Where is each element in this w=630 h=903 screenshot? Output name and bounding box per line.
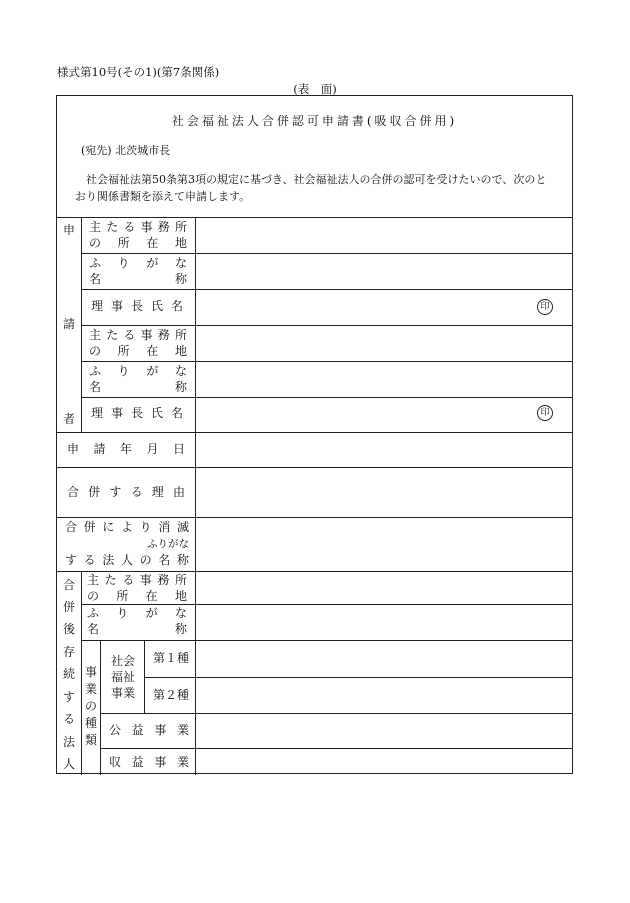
business-type-label-1: 事 [84, 665, 97, 679]
applicant-label-2: 請 [62, 317, 75, 331]
applicant-label-1: 申 [62, 223, 75, 237]
side-label: (表 面) [293, 82, 337, 96]
type1-label: 第１種 [152, 651, 189, 665]
social-welfare-label-3: 事業 [110, 686, 135, 700]
business-type-label-3: の [84, 699, 97, 713]
applicant2-chairman-label: 理事長氏名 [91, 406, 183, 420]
surviving-label-6: す [62, 690, 75, 704]
profit-business-label: 収益事業 [109, 755, 189, 769]
dissolved-furigana-label: ふりがな [147, 538, 189, 550]
surviving-name-label: 名称 [87, 622, 187, 636]
applicant1-chairman-label: 理事長氏名 [91, 299, 183, 313]
surviving-label-7: る [62, 712, 75, 726]
application-date-label: 申請年月日 [67, 442, 185, 456]
merger-reason-label: 合併する理由 [67, 485, 185, 499]
social-welfare-label-2: 福祉 [110, 670, 135, 684]
dissolved-corp-label-2: する法人の名称 [65, 553, 189, 567]
surviving-office-label-1: 主たる事務所 [87, 573, 187, 587]
surviving-label-1: 合 [62, 578, 75, 592]
surviving-label-3: 後 [62, 622, 75, 636]
applicant2-office-label-1: 主たる事務所 [89, 328, 187, 342]
applicant1-furigana-label: ふりがな [89, 256, 187, 270]
form-number: 様式第10号(その1)(第7条関係) [57, 65, 220, 79]
form-title: 社会福祉法人合併認可申請書(吸収合併用) [171, 114, 458, 128]
public-interest-label: 公益事業 [109, 723, 189, 737]
applicant-label-3: 者 [62, 412, 75, 426]
surviving-label-4: 存 [62, 645, 75, 659]
surviving-label-8: 法 [62, 735, 75, 749]
application-form [56, 95, 573, 774]
applicant2-office-label-2: の所在地 [89, 344, 187, 358]
surviving-label-9: 人 [62, 757, 75, 771]
applicant1-name-label: 名称 [89, 272, 187, 286]
applicant2-name-label: 名称 [89, 380, 187, 394]
surviving-furigana-label: ふりがな [87, 606, 187, 620]
applicant2-furigana-label: ふりがな [89, 364, 187, 378]
type2-label: 第２種 [152, 688, 189, 702]
business-type-label-2: 業 [84, 682, 97, 696]
applicant1-office-label-1: 主たる事務所 [89, 220, 187, 234]
business-type-label-5: 類 [84, 733, 97, 747]
surviving-office-label-2: の所在地 [87, 589, 187, 603]
dissolved-corp-label-1: 合併により消滅 [65, 520, 189, 534]
business-type-label-4: 種 [84, 716, 97, 730]
seal-icon: 印 [537, 299, 553, 315]
addressee: (宛先) 北茨城市長 [81, 144, 171, 157]
form-body-text: 社会福祉法第50条第3項の規定に基づき、社会福祉法人の合併の認可を受けたいので、次のとおり関係書類を添えて申請します。 [75, 173, 547, 203]
social-welfare-label-1: 社会 [110, 654, 135, 668]
seal-icon: 印 [537, 405, 553, 421]
surviving-label-2: 併 [62, 600, 75, 614]
applicant1-office-label-2: の所在地 [89, 236, 187, 250]
surviving-label-5: 続 [62, 667, 75, 681]
